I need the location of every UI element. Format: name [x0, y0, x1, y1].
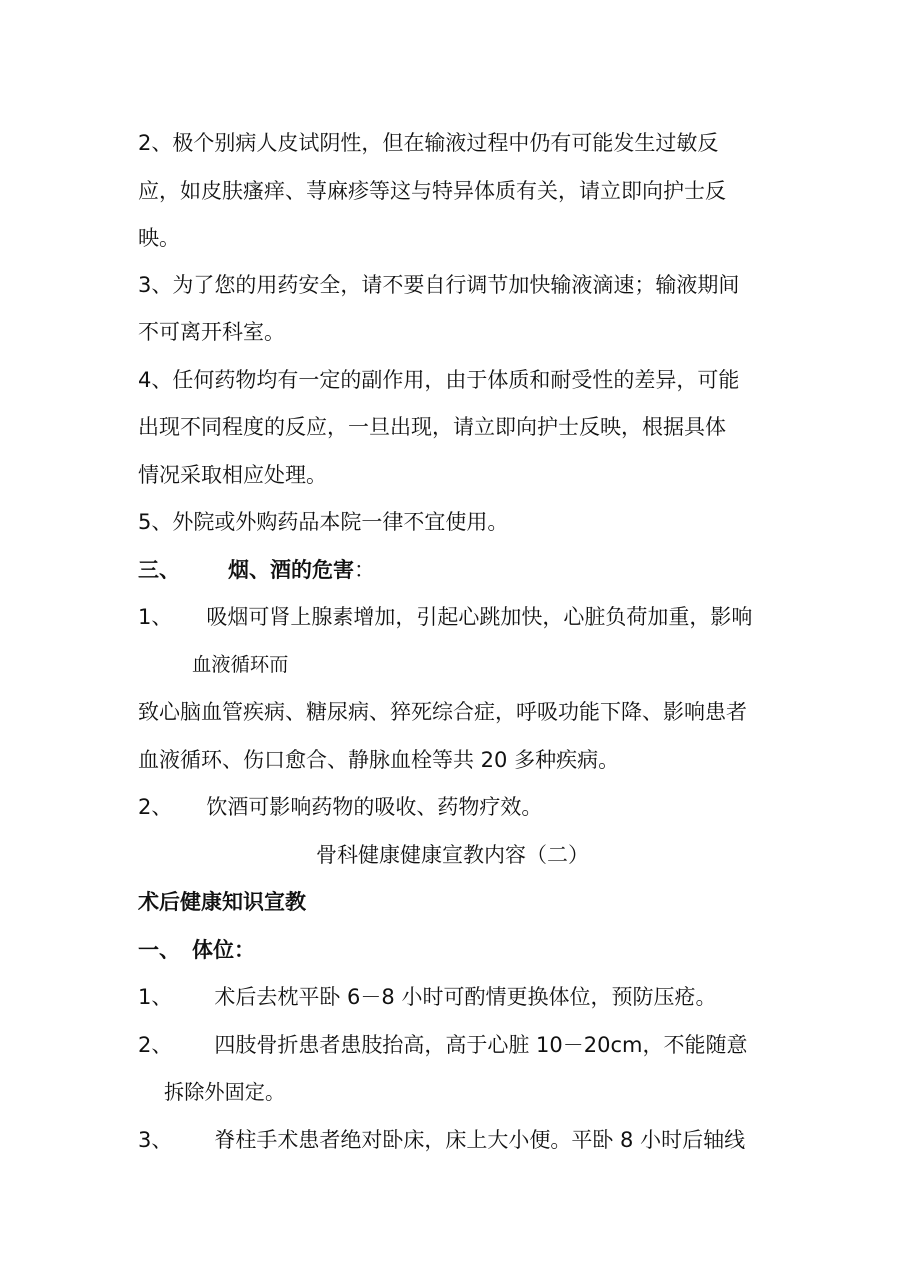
- list-item-text: 术后去枕平卧 6－8 小时可酌情更换体位，预防压疮。: [214, 985, 717, 1009]
- section-heading-1: [138, 935, 778, 965]
- section-title: 烟、酒的危害: [228, 558, 354, 582]
- list-item: [138, 792, 778, 822]
- list-item-text: 吸烟可肾上腺素增加，引起心跳加快，心脏负荷加重，影响: [206, 605, 753, 629]
- section-title: 体位：: [192, 938, 255, 962]
- list-marker: 1、: [138, 985, 173, 1009]
- paragraph-line: 3、为了您的用药安全，请不要自行调节加快输液滴速；输液期间: [138, 273, 740, 297]
- paragraph-line: 2、极个别病人皮试阴性，但在输液过程中仍有可能发生过敏反: [138, 131, 719, 155]
- list-item-text: 四肢骨折患者患肢抬高，高于心脏 10－20cm，不能随意: [214, 1033, 748, 1057]
- paragraph-line: 致心脑血管疾病、糖尿病、猝死综合症，呼吸功能下降、影响患者: [138, 700, 747, 724]
- list-item: [138, 1030, 778, 1060]
- list-item-continuation: 拆除外固定。: [164, 1080, 286, 1104]
- paragraph-line: 映。: [138, 226, 180, 250]
- paragraph-line: 5、外院或外购药品本院一律不宜使用。: [138, 510, 509, 534]
- section-colon: ：: [354, 558, 375, 582]
- document-subtitle: 骨科健康健康宣教内容（二）: [316, 843, 589, 867]
- section-marker: 三、: [138, 558, 180, 582]
- list-marker: 3、: [138, 1128, 173, 1152]
- paragraph-line: 4、任何药物均有一定的副作用，由于体质和耐受性的差异，可能: [138, 368, 740, 392]
- list-item-continuation: 血液循环而: [192, 653, 289, 676]
- paragraph-line: 出现不同程度的反应，一旦出现，请立即向护士反映，根据具体: [138, 415, 726, 439]
- list-item: [138, 602, 778, 632]
- paragraph-line: 应，如皮肤瘙痒、荨麻疹等这与特异体质有关，请立即向护士反: [138, 179, 726, 203]
- section-heading-3: [138, 555, 778, 585]
- paragraph-line: 血液循环、伤口愈合、静脉血栓等共 20 多种疾病。: [138, 748, 620, 772]
- list-item: [138, 1125, 778, 1155]
- list-marker: 1、: [138, 605, 173, 629]
- paragraph-line: 情况采取相应处理。: [138, 463, 327, 487]
- paragraph-line: 不可离开科室。: [138, 320, 285, 344]
- list-item-text: 饮酒可影响药物的吸收、药物疗效。: [206, 795, 543, 819]
- postop-title: 术后健康知识宣教: [138, 890, 306, 914]
- list-item: [138, 982, 778, 1012]
- section-marker: 一、: [138, 938, 180, 962]
- list-item-text: 脊柱手术患者绝对卧床，床上大小便。平卧 8 小时后轴线: [214, 1128, 746, 1152]
- list-marker: 2、: [138, 795, 173, 819]
- list-marker: 2、: [138, 1033, 173, 1057]
